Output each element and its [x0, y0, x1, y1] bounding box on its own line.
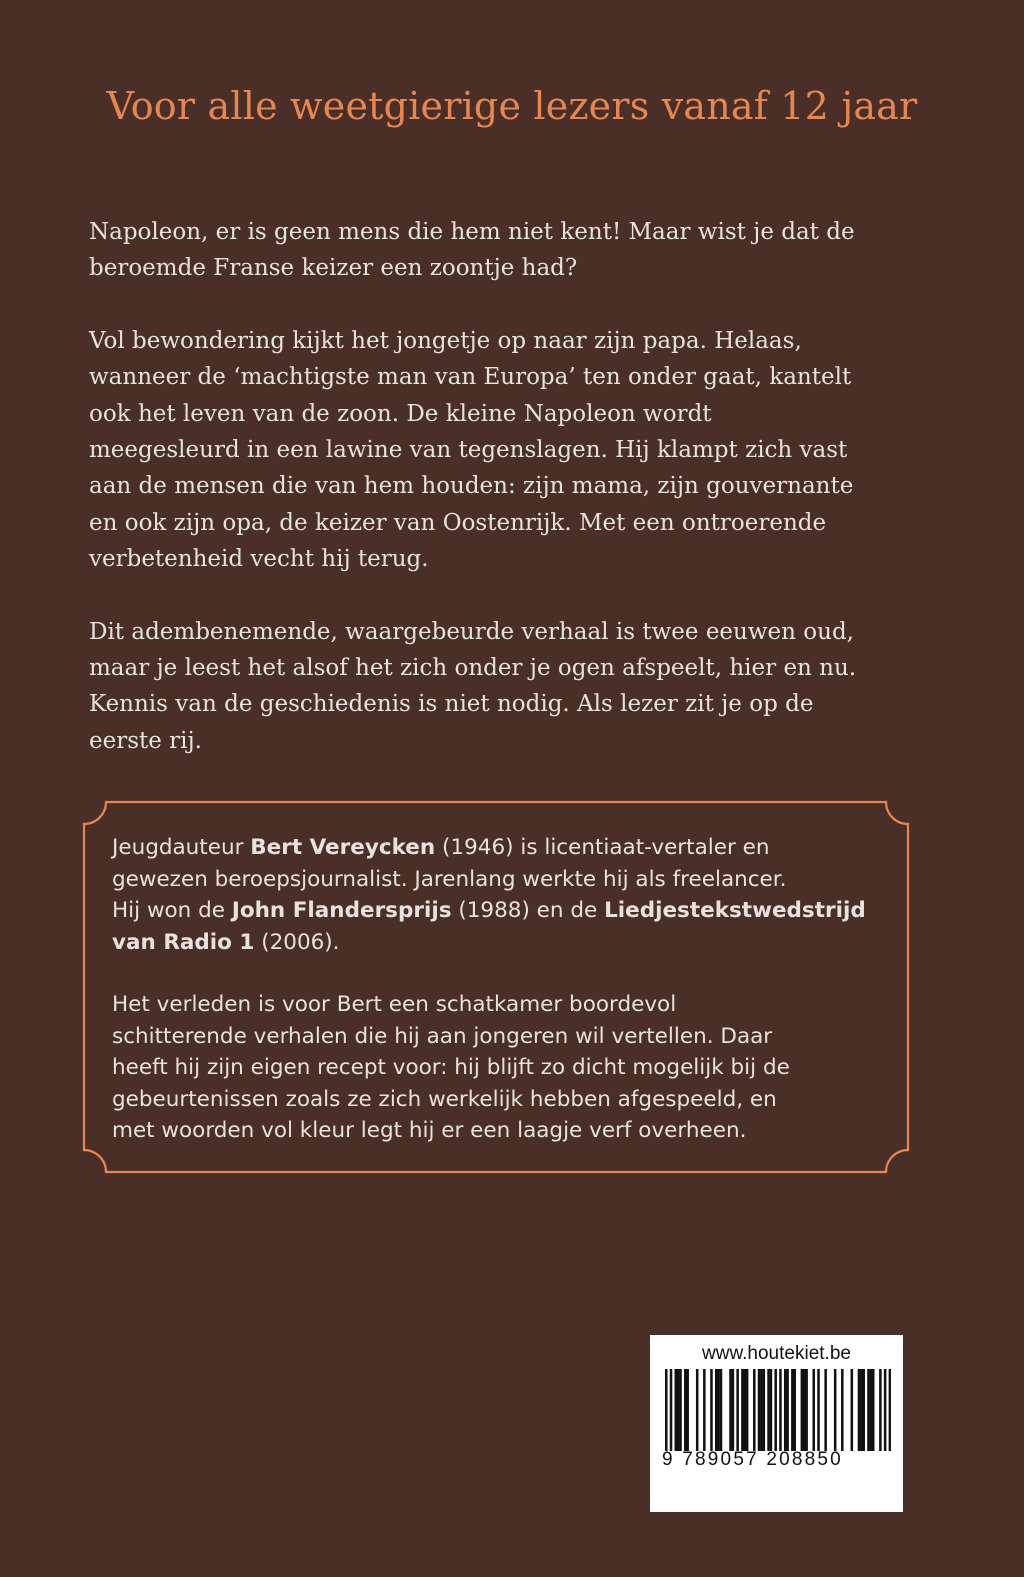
barcode-bar: [677, 1369, 680, 1451]
award-name: Liedjestekstwedstrijd: [604, 898, 866, 923]
author-line: gewezen beroepsjournalist. Jarenlang werkte hij als freelancer.: [112, 866, 787, 892]
barcode-bar: [758, 1369, 761, 1451]
barcode-bar: [744, 1369, 747, 1451]
barcode-bar: [779, 1369, 782, 1451]
barcode-bar: [870, 1369, 873, 1451]
barcode-bar: [862, 1369, 865, 1451]
barcode-bar: [801, 1369, 804, 1451]
barcode-bar: [720, 1369, 723, 1451]
barcode-bar: [767, 1369, 770, 1451]
barcode-bar: [879, 1369, 882, 1451]
barcode-bar: [774, 1369, 777, 1451]
blurb: [89, 214, 949, 795]
barcode-bar: [841, 1369, 844, 1451]
tagline: Voor alle weetgierige lezers vanaf 12 jaar: [106, 84, 918, 128]
author-line: Jeugdauteur Bert Vereycken (1946) is licentiaat-vertaler en: [112, 835, 770, 860]
barcode-bar: [770, 1369, 773, 1451]
barcode-bar: [670, 1369, 673, 1451]
blurb-line: beroemde Franse keizer een zoontje had?: [89, 255, 578, 282]
blurb-line: ook het leven van de zoon. De kleine Napoleon wordt: [89, 400, 712, 427]
author-line: met woorden vol kleur legt hij er een laagje verf overheen.: [112, 1118, 747, 1143]
publisher-url: www.houtekiet.be: [702, 1343, 851, 1364]
barcode-bar: [746, 1369, 749, 1451]
barcode-bar: [872, 1369, 875, 1451]
barcode-bar: [729, 1369, 732, 1451]
blurb-paragraph-3: [89, 614, 949, 760]
barcode-bar: [741, 1369, 744, 1451]
barcode-bar: [858, 1369, 861, 1451]
barcode-bar: [736, 1369, 739, 1451]
barcode-bar: [675, 1369, 678, 1451]
blurb-line: Dit adembenemende, waargebeurde verhaal is twee eeuwen oud,: [89, 618, 854, 645]
barcode-bar: [786, 1369, 789, 1451]
barcode-bar: [784, 1369, 787, 1451]
barcode-bar: [867, 1369, 870, 1451]
blurb-line: en ook zijn opa, de keizer van Oostenrijk. Met een ontroerende: [89, 509, 827, 536]
barcode-bar: [763, 1369, 766, 1451]
barcode-bar: [665, 1369, 668, 1451]
author-paragraph-2: [112, 989, 902, 1147]
barcode-bar: [732, 1369, 735, 1451]
barcode-bar: [760, 1369, 763, 1451]
barcode-bar: [889, 1369, 891, 1451]
blurb-line: Kennis van de geschiedenis is niet nodig. Als lezer zit je op de: [89, 691, 814, 718]
barcode-icon: [665, 1369, 891, 1451]
award-name: van Radio 1: [112, 929, 255, 955]
barcode-bar: [753, 1369, 756, 1451]
barcode-bar: [812, 1369, 815, 1451]
barcode-bar: [803, 1369, 806, 1451]
blurb-line: Napoleon, er is geen mens die hem niet kent! Maar wist je dat de: [89, 219, 855, 245]
blurb-line: aan de mensen die van hem houden: zijn mama, zijn gouvernante: [89, 473, 854, 500]
author-name: Bert Vereycken: [250, 835, 436, 860]
blurb-line: verbetenheid vecht hij terug.: [89, 546, 429, 573]
barcode-bar: [793, 1369, 796, 1451]
barcode-bar: [791, 1369, 794, 1451]
barcode-bar: [717, 1369, 720, 1451]
author-line: Het verleden is voor Bert een schatkamer boordevol: [112, 992, 677, 1017]
blurb-paragraph-2: [89, 323, 949, 578]
isbn-digits: 9 789057 208850: [662, 1449, 843, 1470]
barcode-bar: [884, 1369, 887, 1451]
author-line: Hij won de John Flandersprijs (1988) en de Liedjestekstwedstrijd: [112, 898, 866, 923]
blurb-line: eerste rij.: [89, 727, 202, 754]
barcode-bar: [860, 1369, 863, 1451]
barcode-bar: [834, 1369, 837, 1451]
barcode-bar: [851, 1369, 854, 1451]
barcode-bar: [805, 1369, 808, 1451]
author-line: gebeurtenissen zoals ze zich werkelijk hebben afgespeeld, en: [112, 1086, 777, 1112]
barcode-bar: [684, 1369, 687, 1451]
blurb-line: meegesleurd in een lawine van tegenslagen. Hij klampt zich vast: [89, 437, 848, 464]
barcode-bar: [679, 1369, 682, 1451]
barcode-label: [650, 1335, 903, 1512]
award-name: John Flandersprijs: [231, 898, 452, 923]
author-line: schitterende verhalen die hij aan jongeren wil vertellen. Daar: [112, 1023, 773, 1049]
barcode-bar: [686, 1369, 689, 1451]
author-paragraph-1: [112, 832, 902, 958]
barcode-bar: [696, 1369, 699, 1451]
blurb-line: wanneer de ‘machtigste man van Europa’ ten onder gaat, kantelt: [89, 364, 852, 391]
author-line: heeft hij zijn eigen recept voor: hij blijft zo dicht mogelijk bij de: [112, 1055, 790, 1080]
barcode-bar: [710, 1369, 713, 1451]
author-line: van Radio 1 (2006).: [112, 929, 340, 955]
barcode-bar: [817, 1369, 820, 1451]
barcode-bar: [715, 1369, 718, 1451]
author-bio: [112, 832, 902, 1178]
blurb-line: maar je leest het alsof het zich onder je ogen afspeelt, hier en nu.: [89, 655, 857, 682]
author-bio-box: [82, 800, 910, 1174]
barcode-bar: [824, 1369, 827, 1451]
barcode-bar: [703, 1369, 706, 1451]
blurb-line: Vol bewondering kijkt het jongetje op naar zijn papa. Helaas,: [89, 327, 802, 354]
blurb-paragraph-1: [89, 214, 949, 287]
